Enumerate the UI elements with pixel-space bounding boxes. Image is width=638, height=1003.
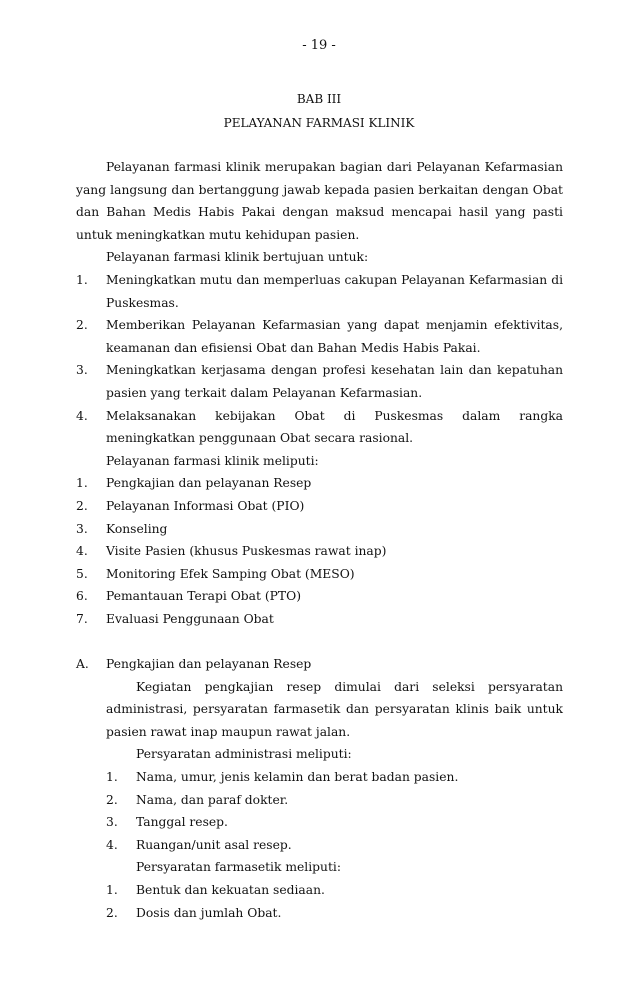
list-item: 3. Meningkatkan kerjasama dengan profesi kesehatan lain dan kepatuhan pasien yang terkait dalam Pelayanan Kefarmasian. bbox=[76, 363, 563, 400]
chapter-label: BAB III bbox=[296, 92, 342, 106]
list-item: 2. Pelayanan Informasi Obat (PIO) bbox=[76, 498, 305, 513]
pharma-intro: Persyaratan farmasetik meliputi: bbox=[136, 860, 341, 875]
goals-list bbox=[76, 269, 563, 450]
chapter-title: PELAYANAN FARMASI KLINIK bbox=[223, 116, 415, 130]
list-item: 1. Meningkatkan mutu dan memperluas cakupan Pelayanan Kefarmasian di Puskesmas. bbox=[76, 272, 563, 310]
list-item: 3. Tanggal resep. bbox=[106, 815, 228, 830]
list-item: 4. Visite Pasien (khusus Puskesmas rawat inap) bbox=[76, 544, 387, 559]
list-item: 7. Evaluasi Penggunaan Obat bbox=[76, 611, 274, 626]
list-item: 6. Pemantauan Terapi Obat (PTO) bbox=[76, 589, 301, 604]
list-item: 2. Memberikan Pelayanan Kefarmasian yang dapat menjamin efektivitas, keamanan dan efisiensi Obat dan Bahan Medis Habis Pakai. bbox=[76, 318, 563, 355]
list-item: 1. Pengkajian dan pelayanan Resep bbox=[76, 476, 312, 491]
list-item: 2. Dosis dan jumlah Obat. bbox=[106, 905, 282, 920]
spacer bbox=[76, 630, 563, 653]
section-heading bbox=[76, 653, 563, 676]
list-item: 1. Nama, umur, jenis kelamin dan berat badan pasien. bbox=[106, 770, 459, 785]
scope-list bbox=[76, 472, 563, 630]
section-label: A. bbox=[76, 657, 89, 672]
section-a-content bbox=[76, 676, 563, 925]
list-item: 4. Melaksanakan kebijakan Obat di Puskesmas dalam rangka meningkatkan penggunaan Obat secara rasional. bbox=[76, 408, 563, 446]
list-item: 1. Bentuk dan kekuatan sediaan. bbox=[106, 883, 325, 897]
list-item: 3. Konseling bbox=[76, 521, 168, 536]
page-number: - 19 - bbox=[302, 38, 336, 53]
goals-intro: Pelayanan farmasi klinik bertujuan untuk: bbox=[106, 250, 369, 265]
list-item: 2. Nama, dan paraf dokter. bbox=[106, 792, 289, 807]
list-item: 5. Monitoring Efek Samping Obat (MESO) bbox=[76, 566, 355, 581]
admin-intro: Persyaratan administrasi meliputi: bbox=[136, 747, 352, 762]
scope-intro: Pelayanan farmasi klinik meliputi: bbox=[106, 453, 319, 468]
list-item: 4. Ruangan/unit asal resep. bbox=[106, 837, 292, 852]
section-paragraph: Kegiatan pengkajian resep dimulai dari seleksi persyaratan administrasi, persyaratan farmasetik dan persyaratan klinis baik untuk pasien rawat inap maupun rawat jalan. bbox=[106, 679, 563, 739]
intro-paragraph: Pelayanan farmasi klinik merupakan bagian dari Pelayanan Kefarmasian yang langsung dan bertanggung jawab kepada pasien berkaitan dengan Obat dan Bahan Medis Habis Pakai dengan maksud mencapai hasil yang pasti untuk meningkatkan mutu kehidupan pasien. bbox=[76, 160, 563, 242]
section-title: Pengkajian dan pelayanan Resep bbox=[106, 657, 312, 672]
document-body bbox=[76, 156, 563, 924]
